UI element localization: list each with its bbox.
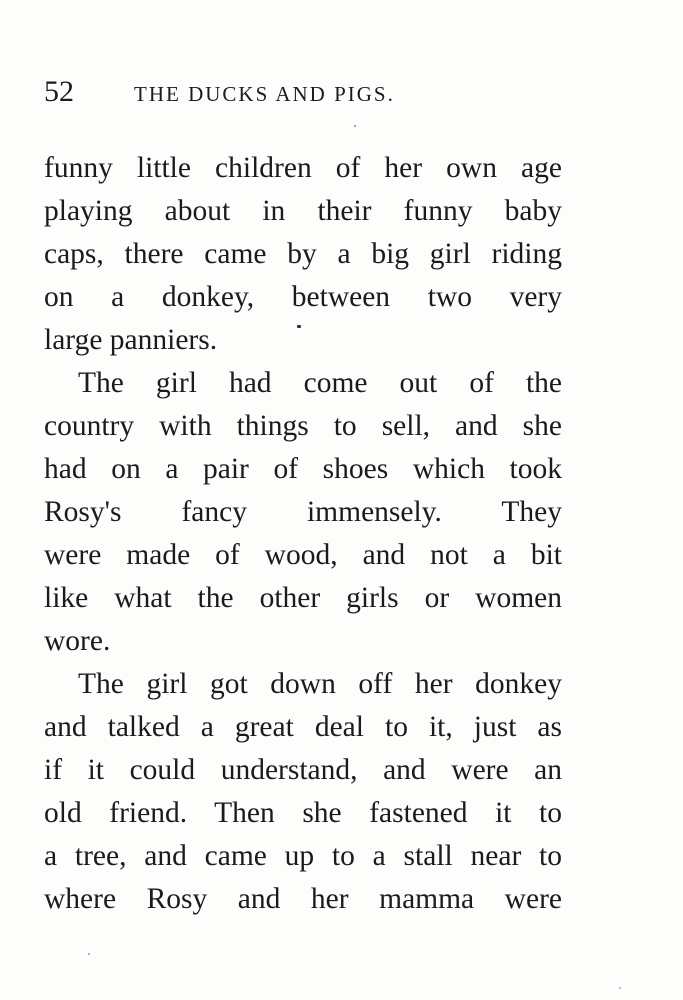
print-speck [297, 325, 301, 328]
text-line: if it could understand, and were an [44, 754, 562, 786]
text-line: a tree, and came up to a stall near to [44, 840, 562, 872]
text-line: large panniers. [44, 324, 218, 356]
text-line: old friend. Then she fastened it to [44, 797, 562, 829]
text-line: Rosy's fancy immensely. They [44, 496, 562, 528]
text-line: caps, there came by a big girl riding [44, 238, 562, 270]
text-line: playing about in their funny baby [44, 195, 562, 227]
text-line: The girl got down off her donkey [78, 668, 562, 700]
text-line: were made of wood, and not a bit [44, 539, 562, 571]
text-line: on a donkey, between two very [44, 281, 562, 313]
text-line: The girl had come out of the [78, 367, 562, 399]
running-head [44, 72, 564, 112]
print-speck [354, 125, 356, 127]
text-line: where Rosy and her mamma were [44, 883, 562, 915]
print-speck [619, 987, 621, 989]
text-line: funny little children of her own age [44, 152, 562, 184]
text-line: like what the other girls or women [44, 582, 562, 614]
text-line: and talked a great deal to it, just as [44, 711, 562, 743]
page-number: 52 [44, 75, 74, 108]
text-line: had on a pair of shoes which took [44, 453, 562, 485]
text-line: wore. [44, 625, 111, 657]
running-title: THE DUCKS AND PIGS. [134, 82, 395, 106]
print-speck [88, 953, 90, 955]
text-line: country with things to sell, and she [44, 410, 562, 442]
body-text [44, 147, 562, 921]
